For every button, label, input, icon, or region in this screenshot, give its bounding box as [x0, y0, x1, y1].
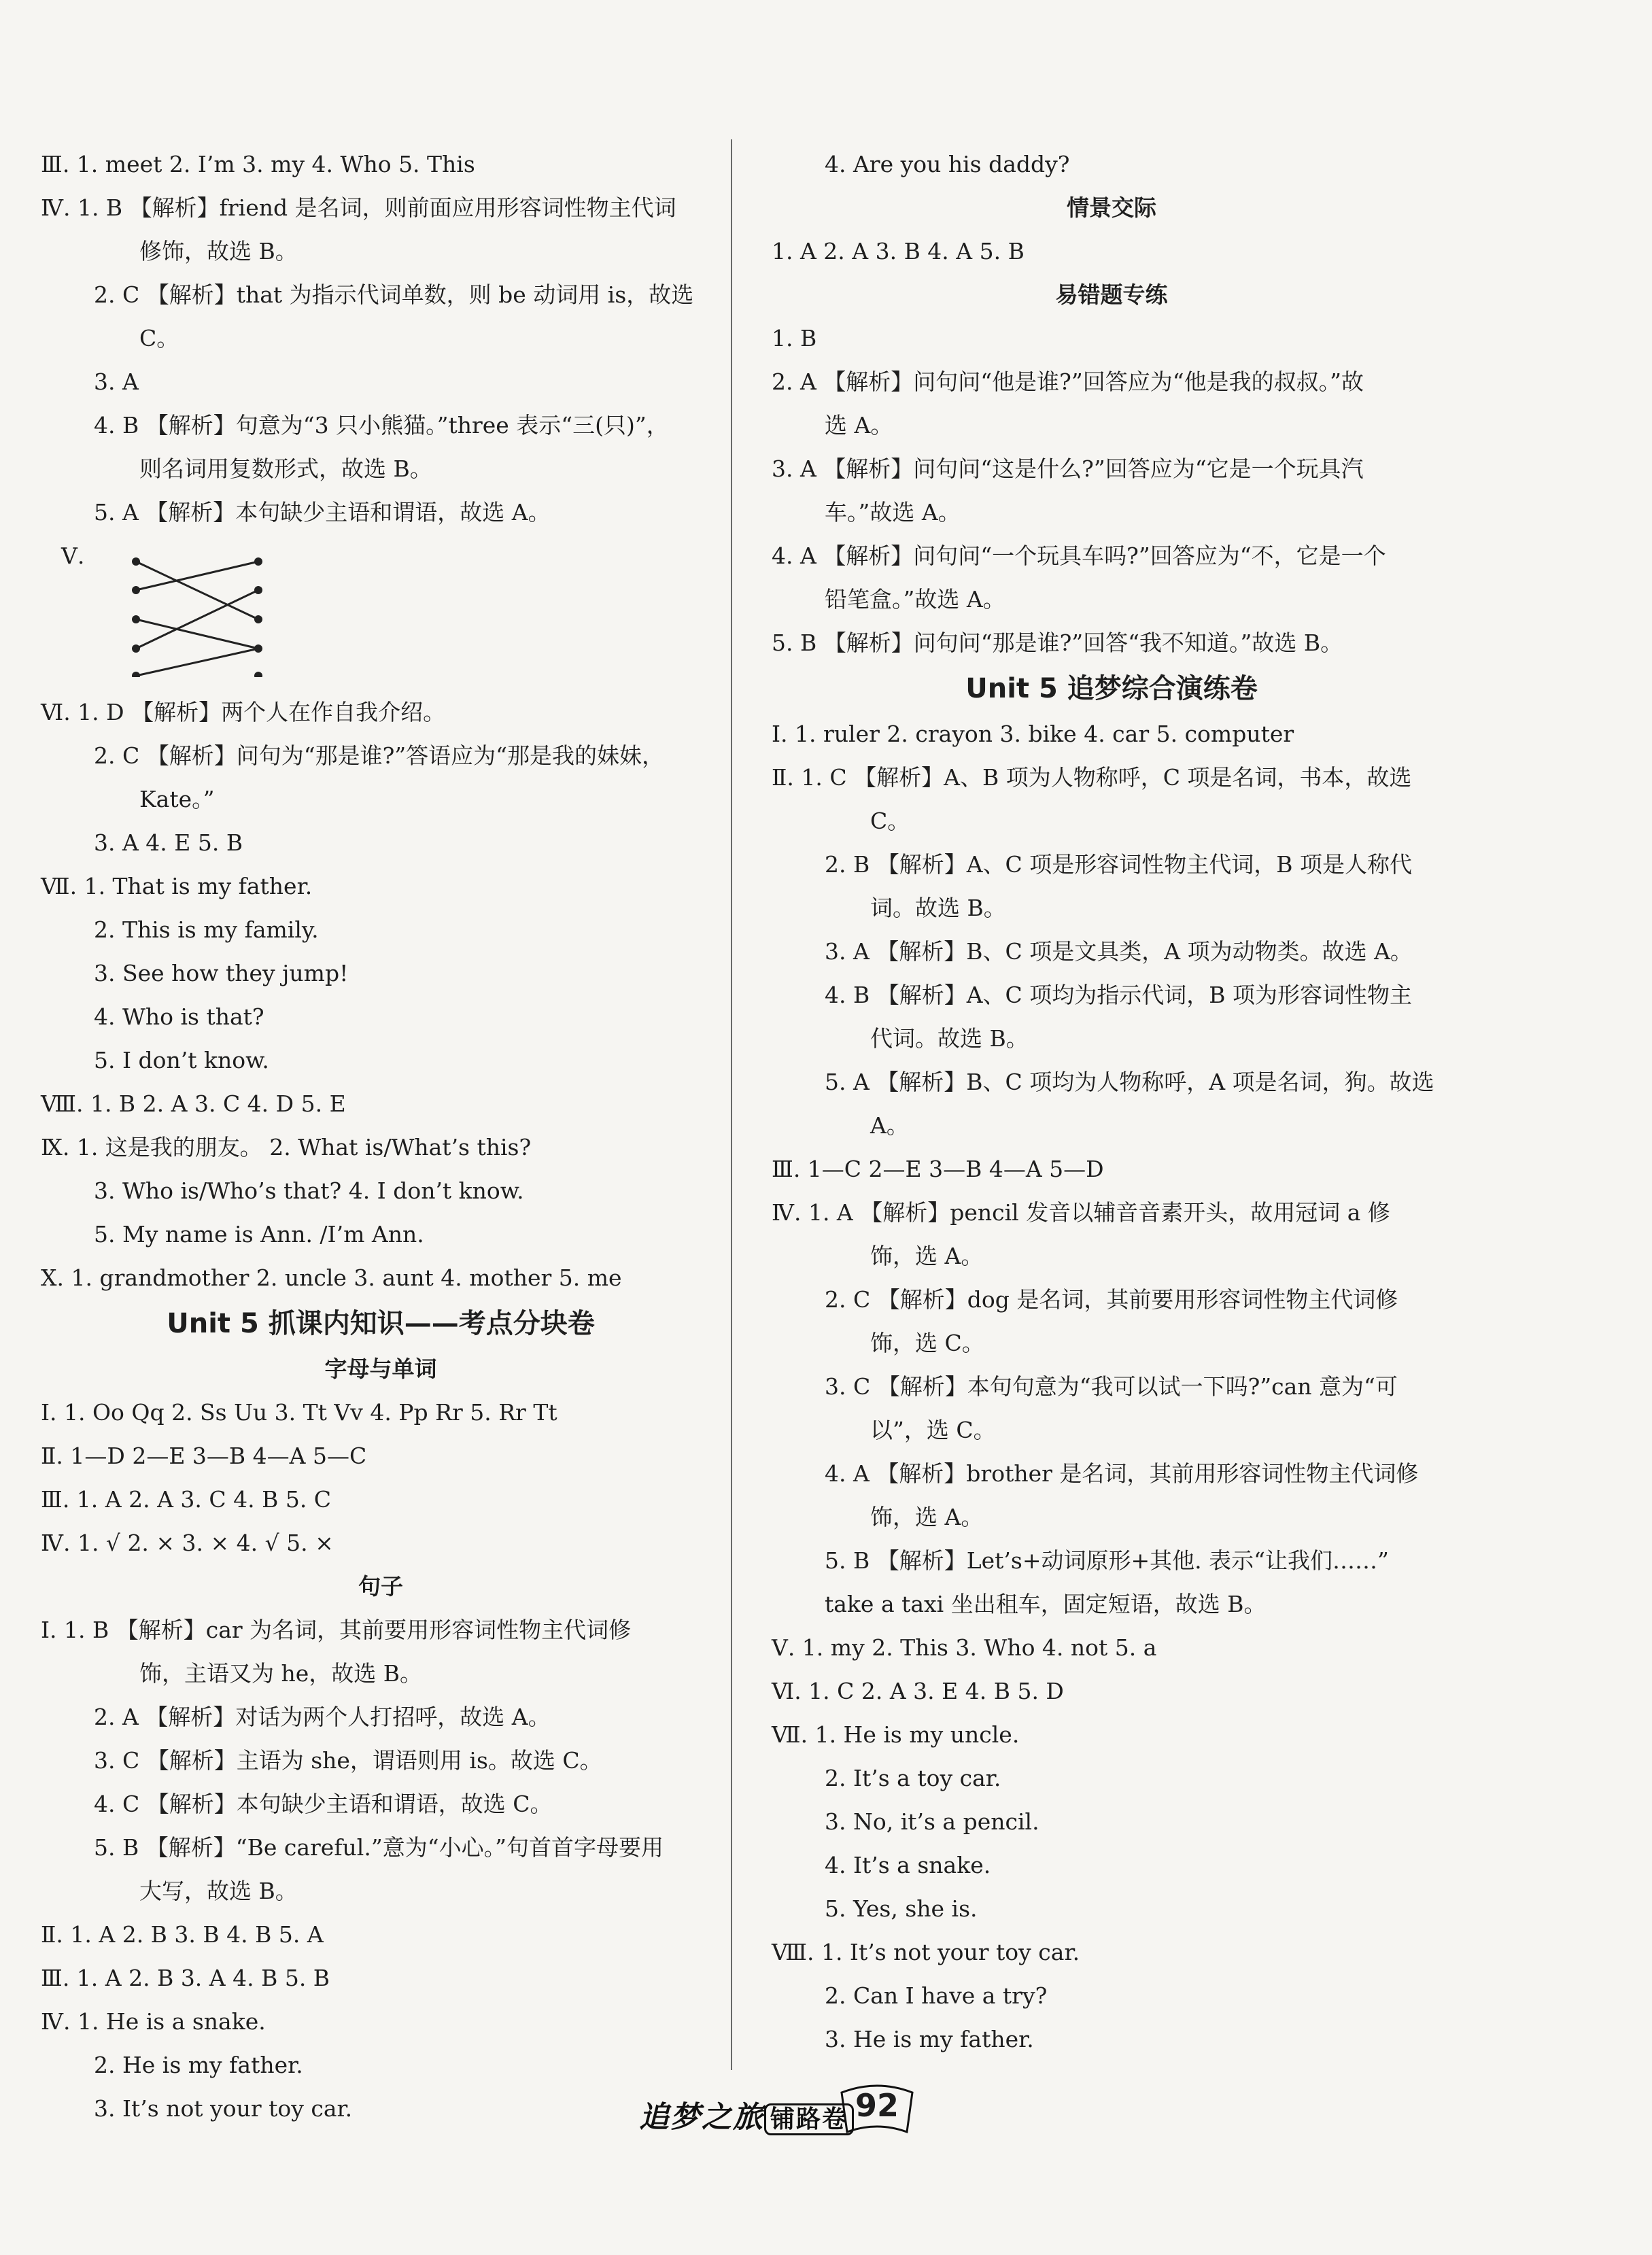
left-column — [41, 143, 721, 2131]
answer-line: 3. A 【解析】问句问“这是什么?”回答应为“它是一个玩具汽 — [772, 455, 1364, 482]
answer-line: 3. C 【解析】主语为 she，谓语则用 is。故选 C。 — [94, 1747, 602, 1774]
answer-line: 2. He is my father. — [94, 2052, 303, 2078]
matching-lines-graphic — [129, 555, 286, 677]
answer-line: Ⅶ. 1. He is my uncle. — [772, 1721, 1020, 1748]
answer-line: 饰，选 A。 — [870, 1243, 984, 1269]
answer-line: 代词。故选 B。 — [870, 1025, 1029, 1052]
answer-line: 3. See how they jump! — [94, 960, 349, 986]
answer-line: 3. A 【解析】B、C 项是文具类，A 项为动物类。故选 A。 — [825, 938, 1413, 965]
answer-line: 2. It’s a toy car. — [825, 1765, 1001, 1791]
unit-title: Unit 5 追梦综合演练卷 — [965, 673, 1258, 704]
answer-line: 5. B 【解析】“Be careful.”意为“小心。”句首首字母要用 — [94, 1834, 664, 1861]
answer-line: 3. A — [94, 368, 139, 395]
matching-diagram — [41, 534, 721, 691]
answer-line: 词。故选 B。 — [870, 895, 1006, 921]
answer-line: C。 — [139, 325, 179, 351]
answer-line: Ⅱ. 1. C 【解析】A、B 项为人物称呼，C 项是名词，书本，故选 — [772, 764, 1412, 791]
answer-line: Ⅳ. 1. He is a snake. — [41, 2008, 266, 2035]
answer-line: Ⅲ. 1. A 2. B 3. A 4. B 5. B — [41, 1965, 330, 1991]
answer-line: Ⅱ. 1. A 2. B 3. B 4. B 5. A — [41, 1921, 324, 1948]
answer-line: take a taxi 坐出租车，固定短语，故选 B。 — [825, 1591, 1267, 1617]
answer-line: Ⅲ. 1—C 2—E 3—B 4—A 5—D — [772, 1156, 1104, 1182]
answer-line: 4. A 【解析】问句问“一个玩具车吗?”回答应为“不，它是一个 — [772, 543, 1386, 569]
answer-line: 3. A 4. E 5. B — [94, 829, 243, 856]
answer-line: 饰，主语又为 he，故选 B。 — [139, 1660, 423, 1687]
section-label: Ⅴ. — [61, 543, 85, 569]
answer-line: Ⅴ. 1. my 2. This 3. Who 4. not 5. a — [772, 1634, 1157, 1661]
answer-line: 2. This is my family. — [94, 916, 319, 943]
answer-line: 则名词用复数形式，故选 B。 — [139, 455, 432, 482]
answer-line: 5. B 【解析】问句问“那是谁?”回答“我不知道。”故选 B。 — [772, 630, 1343, 656]
right-column — [772, 143, 1451, 2061]
answer-line: 选 A。 — [825, 412, 893, 438]
page-number-badge — [836, 2079, 918, 2140]
unit-title: Unit 5 抓课内知识——考点分块卷 — [167, 1308, 595, 1339]
answer-line: 1. A 2. A 3. B 4. A 5. B — [772, 238, 1025, 264]
answer-line: 3. He is my father. — [825, 2026, 1034, 2052]
brand-logo — [639, 2093, 854, 2136]
answer-line: 4. C 【解析】本句缺少主语和谓语，故选 C。 — [94, 1791, 553, 1817]
answer-line: Kate。” — [139, 786, 215, 812]
answer-line: 2. Can I have a try? — [825, 1982, 1048, 2009]
answer-line: 4. B 【解析】A、C 项均为指示代词，B 项为形容词性物主 — [825, 982, 1413, 1008]
answer-line: Ⅲ. 1. meet 2. I’m 3. my 4. Who 5. This — [41, 151, 475, 177]
answer-line: Ⅱ. 1—D 2—E 3—B 4—A 5—C — [41, 1443, 367, 1469]
answer-line: Ⅷ. 1. B 2. A 3. C 4. D 5. E — [41, 1090, 346, 1117]
answer-line: Ⅳ. 1. B 【解析】friend 是名词，则前面应用形容词性物主代词 — [41, 194, 676, 221]
answer-line: 2. A 【解析】对话为两个人打招呼，故选 A。 — [94, 1704, 551, 1730]
answer-line: 5. My name is Ann. /I’m Ann. — [94, 1221, 424, 1247]
answer-line: Ⅷ. 1. It’s not your toy car. — [772, 1939, 1080, 1965]
answer-line: 大写，故选 B。 — [139, 1878, 298, 1904]
answer-line: 1. B — [772, 325, 817, 351]
answer-line: 铅笔盒。”故选 A。 — [825, 586, 1005, 613]
answer-line: 2. B 【解析】A、C 项是形容词性物主代词，B 项是人称代 — [825, 851, 1413, 878]
answer-line: 4. A 【解析】brother 是名词，其前用形容词性物主代词修 — [825, 1460, 1419, 1487]
answer-line: 4. B 【解析】句意为“3 只小熊猫。”three 表示“三(只)”， — [94, 412, 669, 438]
answer-line: Ⅳ. 1. A 【解析】pencil 发音以辅音音素开头，故用冠词 a 修 — [772, 1199, 1390, 1226]
answer-line: 5. I don’t know. — [94, 1047, 269, 1073]
section-heading: 情景交际 — [1067, 194, 1156, 221]
answer-line: Ⅵ. 1. C 2. A 3. E 4. B 5. D — [772, 1678, 1064, 1704]
answer-line: 2. C 【解析】that 为指示代词单数，则 be 动词用 is，故选 — [94, 281, 694, 308]
answer-line: 修饰，故选 B。 — [139, 238, 298, 264]
answer-line: 5. Yes, she is. — [825, 1895, 978, 1922]
answer-line: 3. Who is/Who’s that? 4. I don’t know. — [94, 1177, 524, 1204]
answer-line: 3. C 【解析】本句句意为“我可以试一下吗?”can 意为“可 — [825, 1373, 1398, 1400]
answer-line: 4. It’s a snake. — [825, 1852, 991, 1878]
answer-line: Ⅸ. 1. 这是我的朋友。 2. What is/What’s this? — [41, 1134, 532, 1160]
answer-line: 2. C 【解析】问句为“那是谁?”答语应为“那是我的妹妹， — [94, 742, 665, 769]
section-heading: 句子 — [358, 1573, 403, 1600]
answer-line: Ⅶ. 1. That is my father. — [41, 873, 313, 899]
section-heading: 字母与单词 — [324, 1356, 437, 1382]
answer-line: 2. A 【解析】问句问“他是谁?”回答应为“他是我的叔叔。”故 — [772, 368, 1364, 395]
answer-line: Ⅵ. 1. D 【解析】两个人在作自我介绍。 — [41, 699, 446, 725]
answer-line: 4. Who is that? — [94, 1003, 264, 1030]
answer-line: 2. C 【解析】dog 是名词，其前要用形容词性物主代词修 — [825, 1286, 1398, 1313]
answer-line: Ⅳ. 1. √ 2. × 3. × 4. √ 5. × — [41, 1530, 334, 1556]
answer-line: Ⅰ. 1. ruler 2. crayon 3. bike 4. car 5. computer — [772, 721, 1294, 747]
answer-line: Ⅰ. 1. B 【解析】car 为名词，其前要用形容词性物主代词修 — [41, 1617, 632, 1643]
answer-line: 饰，选 C。 — [870, 1330, 984, 1356]
answer-line: 5. A 【解析】本句缺少主语和谓语，故选 A。 — [94, 499, 551, 526]
answer-line: 3. It’s not your toy car. — [94, 2095, 353, 2122]
answer-line: 5. B 【解析】Let’s+动词原形+其他. 表示“让我们……” — [825, 1547, 1389, 1574]
answer-line: Ⅹ. 1. grandmother 2. uncle 3. aunt 4. mother 5. me — [41, 1264, 622, 1291]
answer-line: 车。”故选 A。 — [825, 499, 961, 526]
answer-line: 以”，选 C。 — [870, 1417, 996, 1443]
section-heading: 易错题专练 — [1055, 281, 1168, 308]
page-footer — [639, 2073, 952, 2148]
answer-line: 3. No, it’s a pencil. — [825, 1808, 1039, 1835]
answer-line: 5. A 【解析】B、C 项均为人物称呼，A 项是名词，狗。故选 — [825, 1069, 1434, 1095]
answer-line: 饰，选 A。 — [870, 1504, 984, 1530]
column-divider — [731, 139, 732, 2070]
answer-line: A。 — [870, 1112, 909, 1139]
brand-subtitle: 铺路卷 — [764, 2103, 854, 2135]
answer-line: C。 — [870, 808, 910, 834]
answer-line: Ⅲ. 1. A 2. A 3. C 4. B 5. C — [41, 1486, 332, 1513]
brand-name: 追梦之旅 — [639, 2100, 764, 2135]
page-number: 92 — [855, 2087, 899, 2124]
answer-line: 4. Are you his daddy? — [825, 151, 1070, 177]
answer-line: Ⅰ. 1. Oo Qq 2. Ss Uu 3. Tt Vv 4. Pp Rr 5. Rr Tt — [41, 1399, 557, 1426]
